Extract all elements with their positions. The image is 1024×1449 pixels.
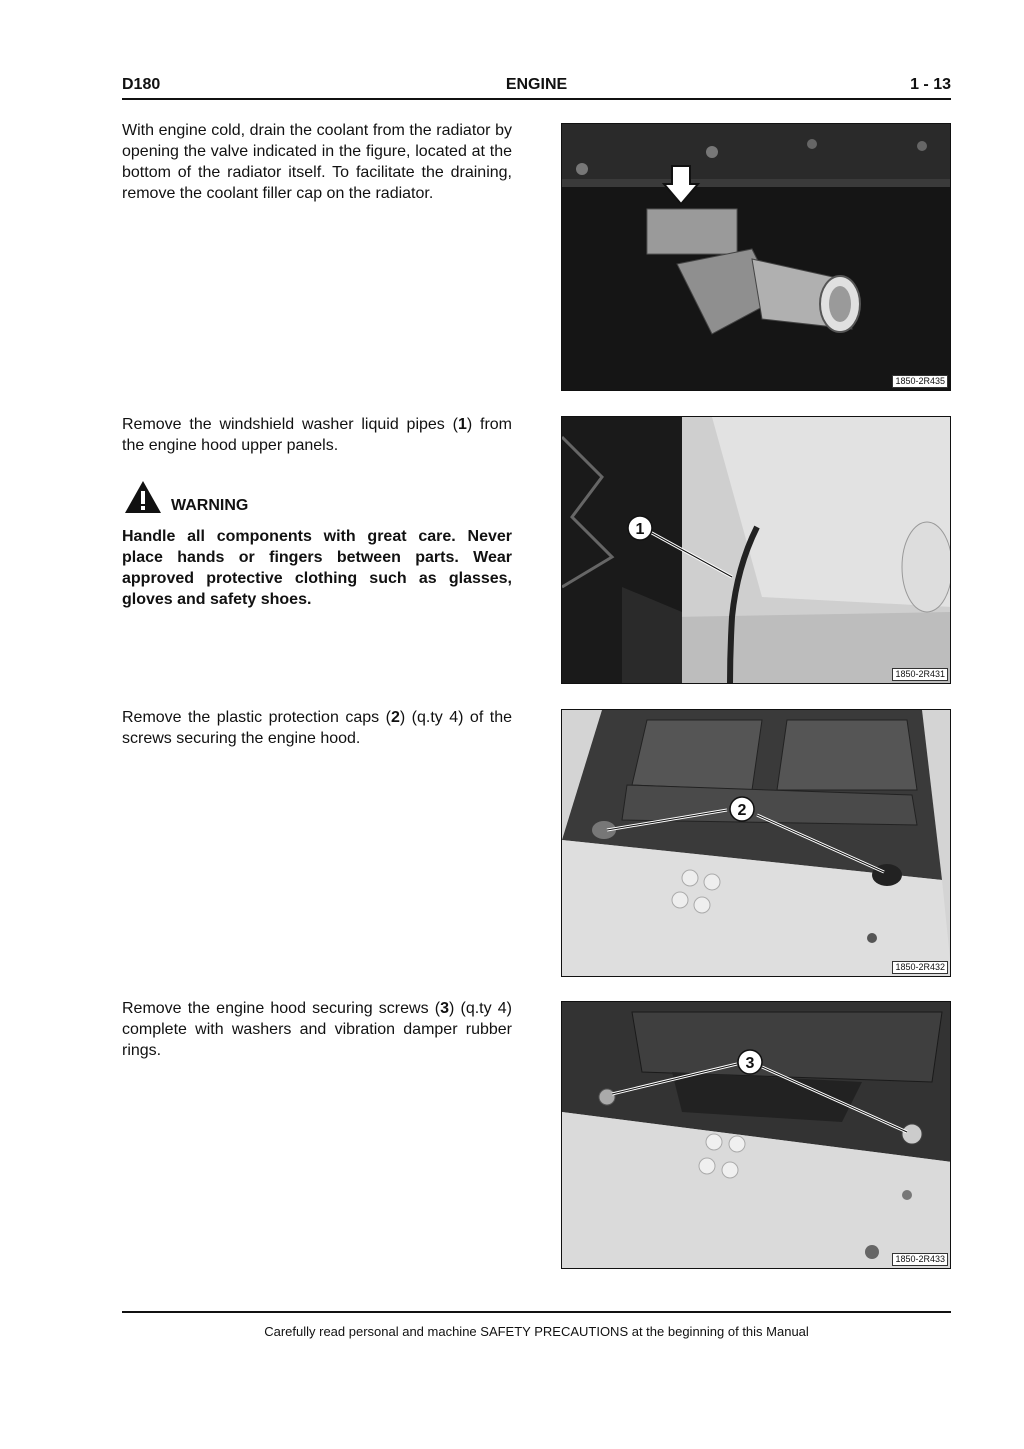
callout-2: 2	[737, 802, 747, 819]
photo-code: 1850-2R431	[892, 668, 948, 681]
warning-heading	[122, 480, 512, 516]
photo-code: 1850-2R435	[892, 375, 948, 388]
warning-icon	[124, 480, 162, 514]
warning-body: Handle all components with great care. Never place hands or fingers between parts. Wear approved protective clothing such as glasses, gloves and safety shoes.	[122, 528, 512, 608]
photo-protection-caps	[561, 709, 951, 977]
warning-title: WARNING	[171, 497, 249, 514]
ref-number: 3	[440, 1000, 449, 1017]
callout-3: 3	[745, 1055, 755, 1072]
model-label: D180	[122, 76, 161, 93]
photo-code: 1850-2R432	[892, 961, 948, 974]
footer-rule	[122, 1311, 951, 1313]
step-hood-screws-text: Remove the engine hood securing screws (3) (q.ty 4) complete with washers and vibration damper rubber rings.	[122, 1000, 512, 1059]
footer-note: Carefully read personal and machine SAFETY PRECAUTIONS at the beginning of this Manual	[264, 1324, 809, 1339]
photo-washer-pipe	[561, 416, 951, 684]
photo-code: 1850-2R433	[892, 1253, 948, 1266]
photo-radiator-drain-valve	[561, 123, 951, 391]
step-washer-pipes-text: Remove the windshield washer liquid pipes (1) from the engine hood upper panels.	[122, 416, 513, 454]
step-drain-coolant-text: With engine cold, drain the coolant from the radiator by opening the valve indicated in the figure, located at the bottom of the radiator itself. To facilitate the draining, remove the coolant filler cap on the radiator.	[122, 122, 512, 202]
ref-number: 2	[390, 709, 400, 726]
callout-1: 1	[635, 521, 645, 538]
page-header	[122, 74, 951, 100]
step-protection-caps-text: Remove the plastic protection caps (2) (q.ty 4) of the screws securing the engine hood.	[122, 709, 512, 747]
page-number: 1 - 13	[910, 76, 951, 93]
section-title: ENGINE	[505, 76, 568, 93]
ref-number: 1	[457, 416, 467, 433]
photo-hood-screws	[561, 1001, 951, 1269]
